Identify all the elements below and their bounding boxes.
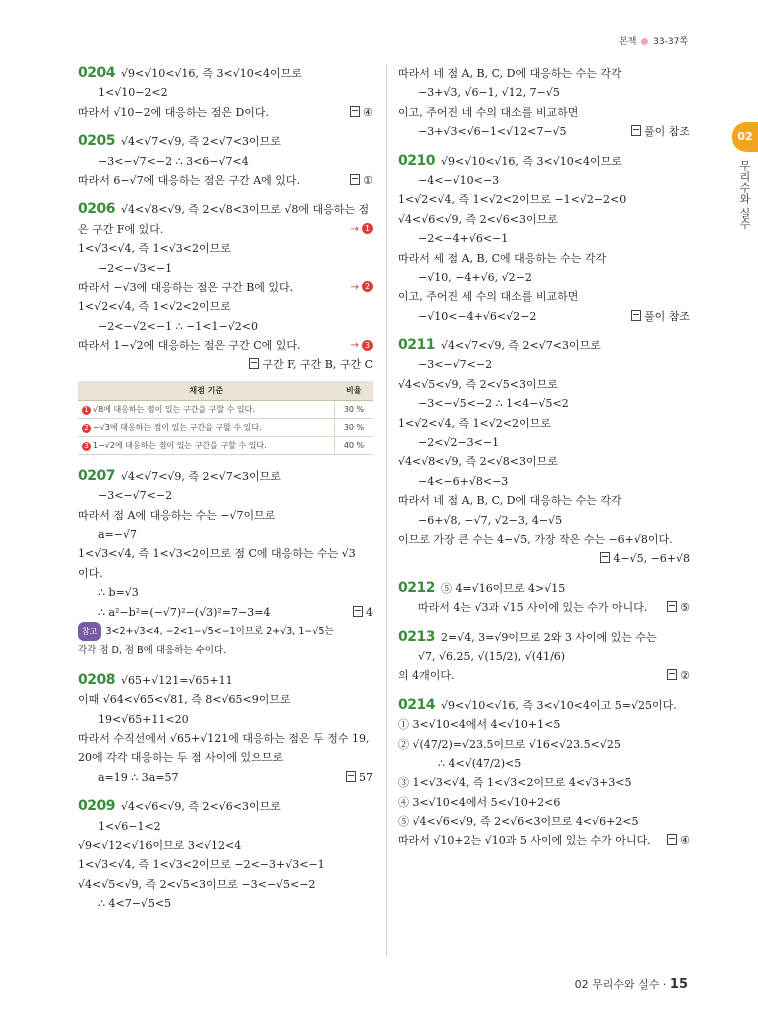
solution-line (398, 530, 690, 549)
line-text: √4<√7<√9, 즉 2<√7<3이므로 (120, 469, 281, 483)
problem-number: 0205 (78, 133, 115, 150)
solution-line (78, 103, 373, 122)
problem-number: 0214 (398, 696, 435, 713)
line-text: ③ 1<√3<√4, 즉 1<√3<2이므로 4<√3+3<5 (398, 776, 632, 790)
solution-line (398, 491, 690, 510)
note-tag: 참고 (78, 622, 101, 641)
line-text: 따라서 √10−2에 대응하는 점은 D이다. (78, 105, 270, 119)
solution-line (78, 690, 373, 709)
table-header: 채점 기준 (78, 381, 335, 401)
problem-block (398, 696, 690, 851)
problem-number: 0209 (78, 798, 115, 815)
answer-text: ② (680, 669, 690, 683)
step-marker (350, 220, 373, 239)
solution-line (398, 511, 690, 530)
solution-line (78, 317, 373, 336)
solution-line (398, 355, 690, 374)
problem-block (78, 132, 373, 190)
note-line (78, 641, 373, 660)
line-text: 따라서 1−√2에 대응하는 점은 구간 C에 있다. (78, 339, 301, 353)
problem-number: 0210 (398, 152, 435, 169)
solution-line (398, 287, 690, 306)
solution-line (78, 710, 373, 729)
line-text: −6+√8, −√7, √2−3, 4−√5 (418, 513, 563, 527)
table-header: 비율 (335, 381, 374, 401)
header-pages: 33-37쪽 (653, 37, 688, 47)
line-text: 2=√4, 3=√9이므로 2와 3 사이에 있는 수는 (440, 630, 657, 644)
answer-box-icon (600, 552, 610, 563)
problem-number: 0211 (398, 337, 435, 354)
line-text: ⑤ √4<√6<√9, 즉 2<√6<3이므로 4<√6+2<5 (398, 815, 639, 829)
problem-block (398, 64, 690, 142)
percent-cell: 30 % (335, 418, 374, 436)
line-text: ① 3<√10<4에서 4<√10+1<5 (398, 718, 561, 732)
line-text: 1<√3<√4, 즉 1<√3<2이므로 점 C에 대응하는 수는 √3 (78, 547, 356, 561)
solution-line (78, 583, 373, 602)
line-text: 따라서 6−√7에 대응하는 점은 구간 A에 있다. (78, 173, 301, 187)
line-text: √4<√6<√9, 즉 2<√6<3이므로 (120, 800, 281, 814)
problem-block (398, 628, 690, 686)
line-text: 따라서 네 점 A, B, C, D에 대응하는 수는 각각 (398, 494, 622, 508)
answer (667, 831, 690, 850)
step-number: 1 (362, 223, 373, 234)
answer-text: ④ (680, 834, 690, 848)
left-column (78, 64, 373, 923)
solution-line (398, 336, 690, 355)
solution-line (78, 64, 373, 83)
solution-line (78, 259, 373, 278)
problem-number: 0207 (78, 467, 115, 484)
solution-line (78, 336, 373, 355)
line-text: −2<√2−3<−1 (418, 436, 500, 450)
answer-box-icon (350, 174, 360, 185)
answer-text: ⑤ (680, 601, 690, 615)
line-text: 의 4개이다. (398, 669, 455, 683)
solution-line (398, 812, 690, 831)
answer (346, 768, 373, 787)
line-text: −3<−√7<−2 (418, 358, 493, 372)
answer (350, 171, 373, 190)
answer-text: 풀이 참조 (643, 309, 690, 323)
line-text: −2<−4+√6<−1 (418, 232, 509, 246)
footer-chapter: 02 무리수와 실수 (574, 978, 660, 991)
line-text: √4<√5<√9, 즉 2<√5<3이므로 −3<−√5<−2 (78, 877, 316, 891)
step-marker (350, 278, 373, 297)
solution-line (398, 268, 690, 287)
solution-line (398, 754, 690, 773)
criterion-text: √8에 대응하는 점이 있는 구간을 구할 수 있다. (93, 404, 255, 414)
line-text: 이므로 가장 큰 수는 4−√5, 가장 작은 수는 −6+√8이다. (398, 532, 673, 546)
note-text: 각각 점 D, 점 B에 대응하는 수이다. (78, 645, 227, 657)
line-text: 따라서 네 점 A, B, C, D에 대응하는 수는 각각 (398, 67, 622, 80)
answer-text: 4−√5, −6+√8 (613, 552, 690, 566)
solution-line (78, 506, 373, 525)
problem-block (78, 797, 373, 913)
problem-number: 0204 (78, 65, 115, 81)
answer (667, 598, 690, 617)
solution-line (398, 549, 690, 568)
solution-line (78, 544, 373, 563)
table-row (78, 436, 373, 454)
solution-line (78, 836, 373, 855)
line-text: −4<−6+√8<−3 (418, 474, 509, 488)
line-text: 따라서 √10+2는 √10과 5 사이에 있는 수가 아니다. (398, 834, 651, 848)
line-text: −3<−√7<−2 ∴ 3<6−√7<4 (98, 154, 249, 168)
step-number: 2 (362, 281, 373, 292)
line-text: 이고, 주어진 네 수의 대소를 비교하면 (398, 105, 579, 119)
problem-number: 0212 (398, 579, 435, 596)
line-text: 이다. (78, 566, 103, 580)
chapter-side-title: 무리수와 실수 (738, 160, 751, 230)
table-row (78, 418, 373, 436)
step-number: 3 (362, 340, 373, 351)
answer (631, 122, 690, 141)
answer-box-icon (667, 601, 677, 612)
line-text: ∴ 4<7−√5<5 (98, 897, 172, 911)
answer-text: ① (363, 173, 373, 187)
arrow-icon: → (350, 340, 362, 352)
problem-number: 0206 (78, 201, 115, 218)
problem-block (78, 467, 373, 661)
line-text: ⑤ 4=√16이므로 4>√15 (440, 581, 566, 595)
page-number: 15 (669, 977, 688, 992)
line-text: −3<−√5<−2 ∴ 1<4−√5<2 (418, 397, 569, 411)
line-text: 이고, 주어진 세 수의 대소를 비교하면 (398, 290, 579, 304)
answer-box-icon (667, 834, 677, 845)
bullet-icon (641, 38, 648, 45)
line-text: 1<√3<√4, 즉 1<√3<2이므로 (78, 242, 231, 256)
line-text: 1<√2<√4, 즉 1<√2<2이므로 (78, 300, 231, 314)
step-marker (350, 336, 373, 355)
chapter-tab[interactable]: 02 (732, 122, 758, 152)
answer-box-icon (249, 358, 259, 369)
problem-block (398, 336, 690, 569)
note-text: 3<2+√3<4, −2<1−√5<−1이므로 2+√3, 1−√5는 (105, 625, 334, 637)
answer-box-icon (631, 310, 641, 321)
solution-line (78, 278, 373, 297)
solution-line (78, 83, 373, 102)
line-text: −√10, −4+√6, √2−2 (418, 270, 532, 284)
answer-box-icon (353, 606, 363, 617)
line-text: 1<√2<√4, 즉 1<√2<2이므로 (398, 416, 551, 430)
line-text: √65+√121=√65+11 (120, 673, 233, 687)
line-text: −2<−√3<−1 (98, 261, 173, 275)
solution-line (78, 671, 373, 690)
answer (353, 603, 373, 622)
problem-number: 0208 (78, 671, 115, 688)
line-text: √4<√5<√9, 즉 2<√5<3이므로 (398, 377, 558, 391)
line-text: √4<√8<√9, 즉 2<√8<3이므로 √8에 대응하는 점 (120, 203, 370, 217)
solution-line (398, 831, 690, 850)
line-text: 따라서 수직선에서 √65+√121에 대응하는 점은 두 정수 19, (78, 731, 370, 745)
solution-line (78, 875, 373, 894)
answer (631, 307, 690, 326)
solution-line (398, 83, 690, 102)
line-text: 19<√65+11<20 (98, 712, 189, 726)
line-text: −4<−√10<−3 (418, 173, 500, 187)
solution-line (78, 855, 373, 874)
line-text: 1<√6−1<2 (98, 819, 161, 833)
page-footer: 02 무리수와 실수 · 15 (574, 977, 688, 992)
percent-cell: 30 % (335, 400, 374, 418)
header-book: 본책 (619, 37, 637, 47)
arrow-icon: → (350, 281, 362, 293)
line-text: √7, √6.25, √(15/2), √(41/6) (418, 649, 566, 663)
solution-line (398, 628, 690, 647)
solution-line (398, 598, 690, 617)
solution-line (398, 715, 690, 734)
line-text: −3+√3, √6−1, √12, 7−√5 (418, 86, 560, 100)
criterion-number: 2 (82, 424, 91, 433)
answer (667, 666, 690, 685)
solution-line (398, 472, 690, 491)
line-text: ② √(47/2)=√23.5이므로 √16<√23.5<√25 (398, 737, 621, 751)
solution-line (398, 152, 690, 171)
solution-line (398, 579, 690, 598)
line-text: 은 구간 F에 있다. (78, 222, 164, 236)
criterion-cell (78, 418, 335, 436)
solution-line (78, 797, 373, 816)
solution-line (398, 735, 690, 754)
line-text: ∴ b=√3 (98, 586, 139, 600)
line-text: 따라서 4는 √3과 √15 사이에 있는 수가 아니다. (418, 601, 648, 615)
solution-line (78, 132, 373, 151)
answer-text: 4 (366, 605, 373, 619)
solution-line (398, 122, 690, 141)
line-text: 1<√2<√4, 즉 1<√2<2이므로 −1<√2−2<0 (398, 193, 627, 207)
solution-line (78, 200, 373, 219)
line-text: √4<√7<√9, 즉 2<√7<3이므로 (120, 135, 281, 149)
solution-line (78, 564, 373, 583)
solution-line (78, 748, 373, 767)
right-column (398, 64, 690, 861)
line-text: √4<√7<√9, 즉 2<√7<3이므로 (440, 339, 601, 353)
solution-line (78, 729, 373, 748)
solution-line (78, 603, 373, 622)
answer-text: 57 (359, 770, 373, 784)
problem-block (398, 152, 690, 327)
line-text: a=−√7 (98, 528, 137, 542)
criterion-cell (78, 400, 335, 418)
solution-line (398, 103, 690, 122)
solution-line (78, 171, 373, 190)
line-text: −3<−√7<−2 (98, 489, 173, 503)
solution-line (398, 190, 690, 209)
arrow-icon: → (350, 223, 362, 235)
line-text: −3+√3<√6−1<√12<7−√5 (418, 125, 567, 139)
answer-box-icon (667, 669, 677, 680)
answer-box-icon (350, 106, 360, 117)
answer-text: 구간 F, 구간 B, 구간 C (262, 358, 373, 372)
note-line (78, 622, 373, 641)
solution-line (398, 229, 690, 248)
line-text: √4<√8<√9, 즉 2<√8<3이므로 (398, 455, 558, 469)
line-text: ∴ a²−b²=(−√7)²−(√3)²=7−3=4 (98, 605, 271, 619)
solution-line (78, 355, 373, 374)
criterion-text: 1−√2에 대응하는 점이 있는 구간을 구할 수 있다. (93, 440, 267, 450)
line-text: −√10<−4+√6<√2−2 (418, 309, 537, 323)
column-divider (386, 64, 387, 956)
solution-line (78, 467, 373, 486)
table-header-row (78, 381, 373, 401)
solution-line (78, 239, 373, 258)
solution-line (398, 171, 690, 190)
line-text: 1<√3<√4, 즉 1<√3<2이므로 −2<−3+√3<−1 (78, 858, 325, 872)
line-text: 이때 √64<√65<√81, 즉 8<√65<9이므로 (78, 693, 291, 707)
percent-cell: 40 % (335, 436, 374, 454)
line-text: 따라서 −√3에 대응하는 점은 구간 B에 있다. (78, 280, 294, 294)
answer (350, 103, 373, 122)
line-text: −2<−√2<−1 ∴ −1<1−√2<0 (98, 319, 258, 333)
solution-line (78, 152, 373, 171)
solution-line (398, 414, 690, 433)
line-text: √9<√10<√16, 즉 3<√10<4이므로 (440, 154, 622, 168)
solution-line (398, 666, 690, 685)
answer (600, 549, 690, 568)
solution-line (78, 817, 373, 836)
line-text: 20에 각각 대응하는 두 점 사이에 있으므로 (78, 751, 283, 765)
page-header (619, 34, 688, 47)
answer-box-icon (631, 125, 641, 136)
solution-line (398, 773, 690, 792)
solution-line (398, 452, 690, 471)
solution-line (398, 433, 690, 452)
line-text: √9<√10<√16, 즉 3<√10<4이므로 (120, 67, 302, 80)
answer-text: 풀이 참조 (643, 125, 690, 139)
answer (249, 355, 373, 374)
scoring-table (78, 381, 373, 455)
solution-line (398, 210, 690, 229)
solution-line (78, 486, 373, 505)
problem-block (78, 671, 373, 787)
solution-line (398, 307, 690, 326)
line-text: ∴ 4<√(47/2)<5 (438, 756, 522, 770)
solution-line (398, 249, 690, 268)
solution-line (398, 647, 690, 666)
answer-box-icon (346, 771, 356, 782)
solution-line (398, 375, 690, 394)
line-text: ④ 3<√10<4에서 5<√10+2<6 (398, 795, 561, 809)
problem-number: 0213 (398, 628, 435, 645)
solution-line (398, 64, 690, 83)
table-row (78, 400, 373, 418)
line-text: a=19 ∴ 3a=57 (98, 770, 179, 784)
criterion-cell (78, 436, 335, 454)
criterion-number: 3 (82, 442, 91, 451)
solution-line (398, 793, 690, 812)
problem-block (78, 200, 373, 455)
line-text: √4<√6<√9, 즉 2<√6<3이므로 (398, 212, 558, 226)
solution-line (78, 894, 373, 913)
solution-line (78, 220, 373, 239)
solution-line (398, 696, 690, 715)
solution-line (78, 297, 373, 316)
problem-block (398, 579, 690, 618)
answer-text: ④ (363, 105, 373, 119)
line-text: 따라서 점 A에 대응하는 수는 −√7이므로 (78, 508, 276, 522)
solution-line (78, 768, 373, 787)
line-text: 1<√10−2<2 (98, 86, 168, 100)
criterion-text: −√3에 대응하는 점이 있는 구간을 구할 수 있다. (93, 422, 262, 432)
solution-line (78, 525, 373, 544)
line-text: √9<√12<√16이므로 3<√12<4 (78, 838, 242, 852)
criterion-number: 1 (82, 406, 91, 415)
problem-block (78, 64, 373, 122)
solution-line (398, 394, 690, 413)
line-text: √9<√10<√16, 즉 3<√10<4이고 5=√25이다. (440, 698, 677, 712)
line-text: 따라서 세 점 A, B, C에 대응하는 수는 각각 (398, 251, 607, 265)
